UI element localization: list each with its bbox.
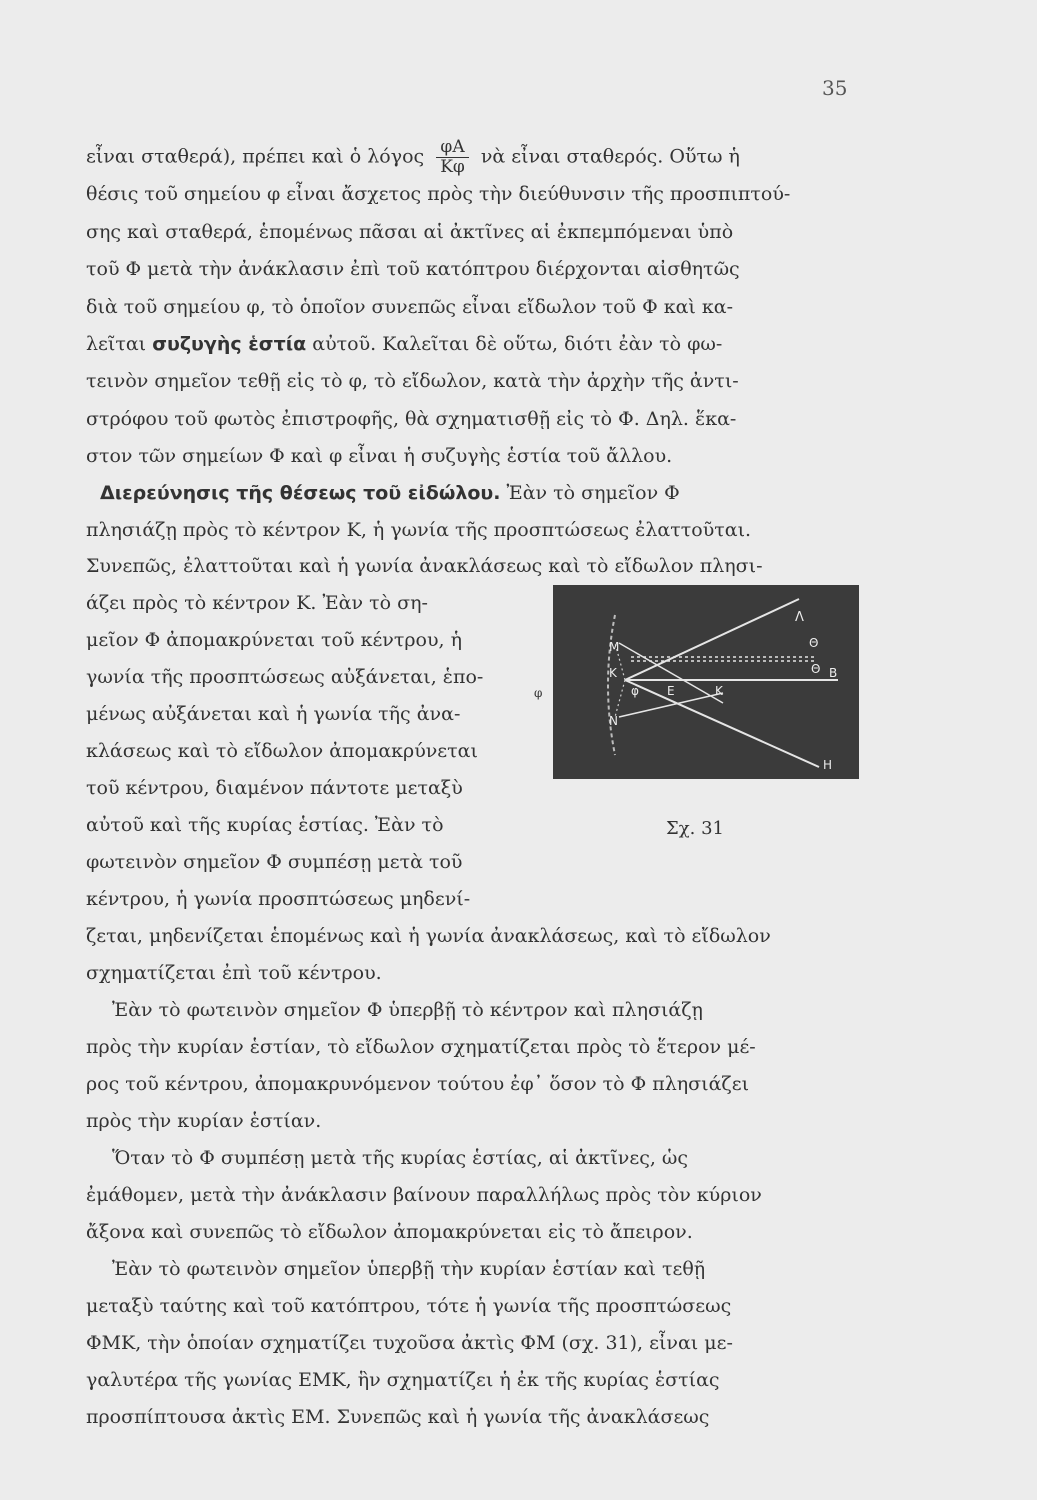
- text-line-26: ρος τοῦ κέντρου, ἀπομακρυνόμενον τούτου ἐφ᾽ ὅσον τὸ Φ πλησιάζει: [86, 1073, 750, 1095]
- figure-label-theta-2: Θ: [811, 662, 821, 676]
- text-line-1b: νὰ εἶναι σταθερός. Οὕτω ἡ: [480, 145, 740, 168]
- text-line-10b: Ἐὰν τὸ σημεῖον Φ: [506, 482, 680, 504]
- text-line-25: πρὸς τὴν κυρίαν ἑστίαν, τὸ εἴδωλον σχηματίζεται πρὸς τὸ ἕτερον μέ-: [86, 1036, 756, 1058]
- text-line-15: γωνία τῆς προσπτώσεως αὐξάνεται, ἑπο-: [86, 666, 484, 688]
- text-line-34: γαλυτέρα τῆς γωνίας ΕΜΚ, ἣν σχηματίζει ἡ ἐκ τῆς κυρίας ἑστίας: [86, 1369, 720, 1391]
- figure-label-k: Κ: [715, 684, 723, 698]
- text-line-12: Συνεπῶς, ἐλαττοῦται καὶ ἡ γωνία ἀνακλάσεως καὶ τὸ εἴδωλον πλησι-: [86, 555, 763, 577]
- section-heading: Διερεύνησις τῆς θέσεως τοῦ εἰδώλου.: [100, 482, 501, 504]
- text-line-8: στρόφου τοῦ φωτὸς ἐπιστροφῆς, θὰ σχηματισθῇ εἰς τὸ Φ. Δηλ. ἕκα-: [86, 408, 737, 430]
- figure-label-n: Ν: [609, 714, 618, 728]
- figure-label-b: Β: [829, 666, 838, 680]
- text-line-33: ΦΜΚ, τὴν ὁποίαν σχηματίζει τυχοῦσα ἀκτὶς ΦΜ (σχ. 31), εἶναι με-: [86, 1332, 733, 1354]
- text-line-32: μεταξὺ ταύτης καὶ τοῦ κατόπτρου, τότε ἡ γωνία τῆς προσπτώσεως: [86, 1295, 732, 1317]
- text-line-16: μένως αὐξάνεται καὶ ἡ γωνία τῆς ἀνα-: [86, 703, 461, 725]
- text-line-4: τοῦ Φ μετὰ τὴν ἀνάκλασιν ἐπὶ τοῦ κατόπτρου διέρχονται αἰσθητῶς: [86, 258, 740, 280]
- text-line-28: Ὅταν τὸ Φ συμπέσῃ μετὰ τῆς κυρίας ἑστίας, αἱ ἀκτῖνες, ὡς: [112, 1147, 689, 1169]
- figure-label-k-left: Κ: [609, 666, 617, 680]
- text-line-27: πρὸς τὴν κυρίαν ἑστίαν.: [86, 1110, 322, 1132]
- text-line-7: τεινὸν σημεῖον τεθῇ εἰς τὸ φ, τὸ εἴδωλον, κατὰ τὴν ἀρχὴν τῆς ἀντι-: [86, 370, 739, 392]
- text-line-22: ζεται, μηδενίζεται ἑπομένως καὶ ἡ γωνία ἀνακλάσεως, καὶ τὸ εἴδωλον: [86, 925, 771, 947]
- text-line-10: [86, 480, 680, 506]
- text-line-2: θέσις τοῦ σημείου φ εἶναι ἄσχετος πρὸς τὴν διεύθυνσιν τῆς προσπιπτού-: [86, 183, 791, 205]
- figure-caption: Σχ. 31: [666, 818, 724, 839]
- text-line-6a: λεῖται: [86, 333, 147, 355]
- text-line-11: πλησιάζῃ πρὸς τὸ κέντρον Κ, ἡ γωνία τῆς προσπτώσεως ἐλαττοῦται.: [86, 519, 752, 541]
- text-line-14: μεῖον Φ ἀπομακρύνεται τοῦ κέντρου, ἡ: [86, 629, 462, 651]
- text-line-6: [86, 331, 722, 357]
- term-conjugate-focus: συζυγὴς ἑστία: [152, 333, 307, 355]
- figure-label-h: Η: [823, 758, 833, 772]
- figure-label-m: Μ: [609, 640, 620, 654]
- text-line-24: Ἐὰν τὸ φωτεινὸν σημεῖον Φ ὑπερβῇ τὸ κέντρον καὶ πλησιάζῃ: [112, 999, 703, 1021]
- page-number: 35: [822, 76, 848, 100]
- figure-label-lambda: Λ: [795, 610, 804, 625]
- mirror-diagram: [553, 585, 859, 779]
- text-line-13: άζει πρὸς τὸ κέντρον Κ. Ἐὰν τὸ ση-: [86, 592, 428, 614]
- text-line-9: στον τῶν σημείων Φ καὶ φ εἶναι ἡ συζυγὴς ἑστία τοῦ ἄλλου.: [86, 445, 673, 467]
- fraction-denominator: Κφ: [440, 157, 465, 177]
- text-line-3: σης καὶ σταθερά, ἑπομένως πᾶσαι αἱ ἀκτῖνες αἱ ἐκπεμπόμεναι ὑπὸ: [86, 221, 734, 243]
- figure-label-phi-outer: φ: [534, 686, 543, 700]
- text-line-5: διὰ τοῦ σημείου φ, τὸ ὁποῖον συνεπῶς εἶναι εἴδωλον τοῦ Φ καὶ κα-: [86, 296, 734, 318]
- figure-background: [553, 585, 859, 779]
- text-line-31: Ἐὰν τὸ φωτεινὸν σημεῖον ὑπερβῇ τὴν κυρίαν ἑστίαν καὶ τεθῇ: [112, 1258, 706, 1280]
- text-line-6b: αὐτοῦ. Καλεῖται δὲ οὕτω, διότι ἐὰν τὸ φω-: [312, 333, 723, 355]
- figure-31: [553, 585, 859, 779]
- text-line-35: προσπίπτουσα ἀκτὶς ΕΜ. Συνεπῶς καὶ ἡ γωνία τῆς ἀνακλάσεως: [86, 1406, 710, 1428]
- text-line-21: κέντρου, ἡ γωνία προσπτώσεως μηδενί-: [86, 888, 471, 910]
- text-line-23: σχηματίζεται ἐπὶ τοῦ κέντρου.: [86, 962, 382, 984]
- text-line-1a: εἶναι σταθερά), πρέπει καὶ ὁ λόγος: [86, 145, 425, 168]
- text-line-29: ἐμάθομεν, μετὰ τὴν ἀνάκλασιν βαίνουν παραλλήλως πρὸς τὸν κύριον: [86, 1184, 762, 1206]
- figure-label-phi-small: φ: [631, 684, 639, 698]
- text-line-20: φωτεινὸν σημεῖον Φ συμπέσῃ μετὰ τοῦ: [86, 851, 463, 873]
- text-line-1: [86, 138, 740, 177]
- figure-label-theta-1: Θ: [809, 636, 819, 650]
- fraction-numerator: φΑ: [436, 138, 469, 158]
- text-line-19: αὐτοῦ καὶ τῆς κυρίας ἑστίας. Ἐὰν τὸ: [86, 814, 444, 836]
- text-line-30: ἄξονα καὶ συνεπῶς τὸ εἴδωλον ἀπομακρύνεται εἰς τὸ ἄπειρον.: [86, 1221, 693, 1243]
- figure-label-e: Ε: [667, 684, 675, 698]
- fraction: [436, 138, 469, 177]
- text-line-18: τοῦ κέντρου, διαμένον πάντοτε μεταξὺ: [86, 777, 463, 799]
- text-line-17: κλάσεως καὶ τὸ εἴδωλον ἀπομακρύνεται: [86, 740, 478, 762]
